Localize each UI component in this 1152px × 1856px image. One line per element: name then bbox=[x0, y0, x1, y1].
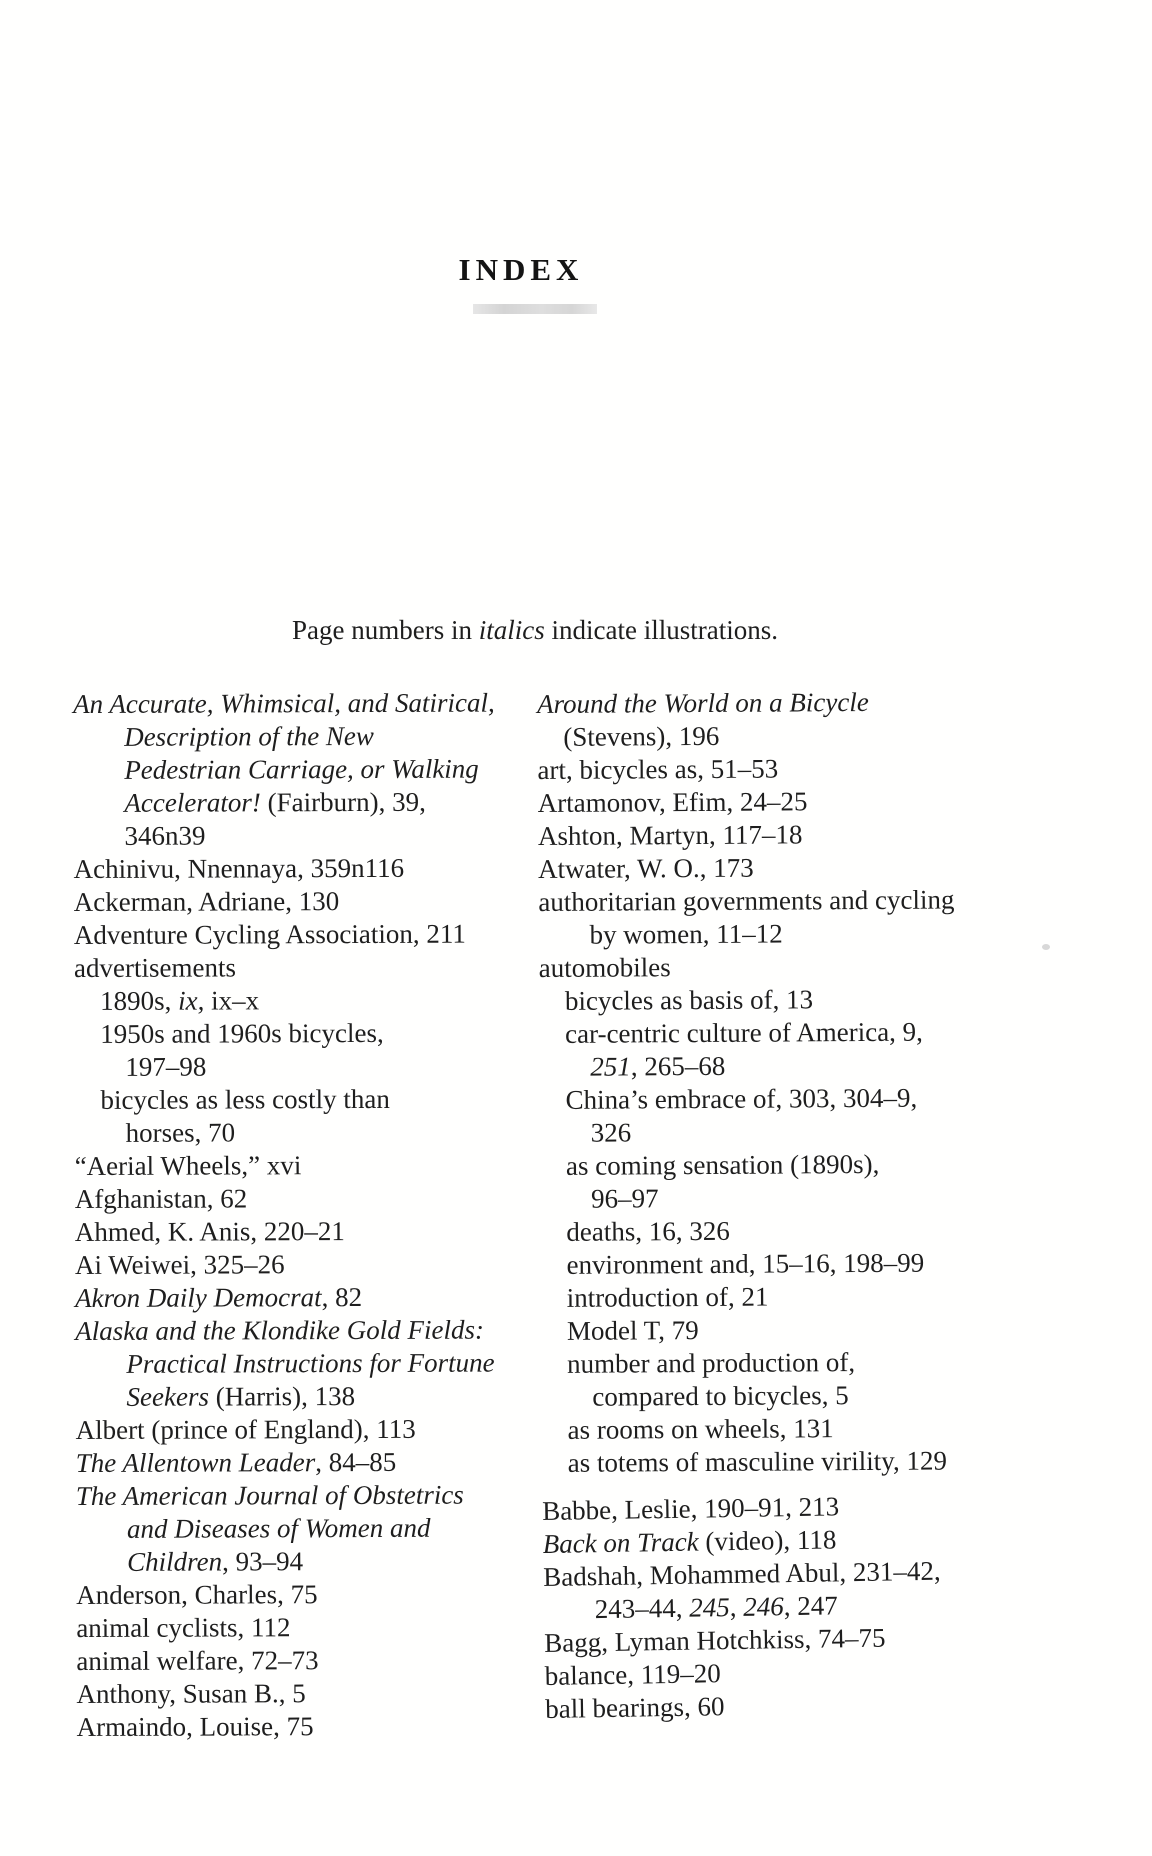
page-title: INDEX bbox=[458, 252, 584, 287]
index-entry-line bbox=[76, 1643, 562, 1678]
text-run: 96–97 bbox=[591, 1183, 659, 1214]
index-group-a-left bbox=[73, 686, 563, 1744]
index-entry-line bbox=[75, 1214, 561, 1249]
italic-text-run: Description of the New bbox=[124, 720, 374, 752]
index-entry-line bbox=[538, 816, 1118, 853]
text-run: 197–98 bbox=[125, 1051, 207, 1082]
text-run: Artamonov, Efim, 24–25 bbox=[537, 786, 808, 818]
index-group-b bbox=[542, 1486, 1126, 1726]
text-run: China’s embrace of, 303, 304–9, bbox=[565, 1082, 918, 1115]
index-entry-line bbox=[75, 1280, 561, 1315]
text-run: 243–44, bbox=[594, 1592, 690, 1625]
index-entry-line bbox=[537, 717, 1117, 754]
index-entry-line bbox=[76, 1445, 562, 1480]
text-run: Afghanistan, 62 bbox=[74, 1183, 248, 1214]
italic-text-run: The Allentown Leader bbox=[75, 1447, 316, 1478]
index-entry-line bbox=[73, 719, 559, 754]
italics-note bbox=[0, 615, 1070, 646]
text-run: as rooms on wheels, 131 bbox=[567, 1413, 834, 1445]
text-run: indicate illustrations. bbox=[544, 615, 778, 645]
italic-text-run: Pedestrian Carriage, or Walking bbox=[124, 753, 479, 785]
text-run: Ai Weiwei, 325–26 bbox=[74, 1249, 285, 1280]
text-run: “Aerial Wheels,” xvi bbox=[74, 1150, 302, 1181]
text-run: as coming sensation (1890s), bbox=[565, 1148, 880, 1181]
italic-text-run: Children bbox=[126, 1546, 223, 1577]
text-run: 346n39 bbox=[124, 820, 206, 851]
italic-text-run: Practical Instructions for Fortune bbox=[126, 1347, 495, 1379]
index-entry-line bbox=[75, 1148, 561, 1183]
index-entry-line bbox=[77, 1709, 563, 1744]
index-entry-line bbox=[74, 917, 560, 952]
index-entry-line bbox=[538, 849, 1118, 886]
text-run: (Harris), 138 bbox=[208, 1381, 356, 1412]
text-run: deaths, 16, 326 bbox=[566, 1215, 730, 1247]
italic-text-run: 245 bbox=[688, 1592, 730, 1623]
index-entry-line bbox=[76, 1676, 562, 1711]
index-entry-line bbox=[540, 1146, 1120, 1183]
text-run: advertisements bbox=[73, 952, 236, 983]
index-entry-line bbox=[541, 1410, 1121, 1447]
index-entry-line bbox=[539, 1014, 1119, 1051]
index-entry-line bbox=[76, 1511, 562, 1546]
index-entry-line bbox=[75, 1313, 561, 1348]
index-entry-line bbox=[74, 851, 560, 886]
text-run: , 93–94 bbox=[222, 1546, 304, 1577]
text-run: Armaindo, Louise, 75 bbox=[76, 1711, 314, 1742]
index-entry-line bbox=[538, 915, 1118, 952]
text-run: ix–x bbox=[204, 985, 260, 1016]
text-run: Ackerman, Adriane, 130 bbox=[73, 886, 340, 917]
text-run: bicycles as less costly than bbox=[100, 1083, 390, 1115]
text-run: , 84–85 bbox=[315, 1446, 397, 1478]
index-entry-line bbox=[540, 1179, 1120, 1216]
text-run: Adventure Cycling Association, 211 bbox=[73, 918, 466, 950]
index-entry-line bbox=[539, 1080, 1119, 1117]
text-run: 1950s and 1960s bicycles, bbox=[100, 1017, 384, 1049]
ornament-divider bbox=[473, 304, 597, 314]
index-entry-line bbox=[75, 1379, 561, 1414]
italic-text-run: Back on Track bbox=[542, 1526, 699, 1559]
italic-text-run: Seekers bbox=[126, 1381, 209, 1412]
text-run: Anthony, Susan B., 5 bbox=[76, 1678, 306, 1709]
index-entry-line bbox=[76, 1544, 562, 1579]
italic-text-run: 251 bbox=[590, 1051, 631, 1082]
text-run: Babbe, Leslie, 190–91, 213 bbox=[541, 1491, 840, 1526]
index-entry-line bbox=[73, 686, 559, 721]
text-run: , bbox=[729, 1591, 744, 1623]
text-run: animal welfare, 72–73 bbox=[76, 1645, 319, 1676]
index-entry-line bbox=[76, 1478, 562, 1513]
index-column-left bbox=[73, 686, 563, 1744]
index-entry-line bbox=[76, 1412, 562, 1447]
text-run: bicycles as basis of, 13 bbox=[564, 984, 814, 1016]
index-entry-line bbox=[75, 1346, 561, 1381]
index-entry-line bbox=[539, 981, 1119, 1018]
italic-text-run: Akron Daily Democrat bbox=[75, 1282, 322, 1313]
text-run: as totems of masculine virility, 129 bbox=[567, 1445, 948, 1478]
index-entry-line bbox=[542, 1443, 1122, 1480]
text-run: Anderson, Charles, 75 bbox=[76, 1579, 318, 1610]
index-entry-line bbox=[75, 1247, 561, 1282]
index-entry-line bbox=[541, 1278, 1121, 1315]
italic-text-run: An Accurate, Whimsical, and Satirical, bbox=[73, 687, 495, 719]
text-run: environment and, 15–16, 198–99 bbox=[566, 1247, 925, 1280]
text-run: art, bicycles as, 51–53 bbox=[537, 753, 779, 785]
italic-text-run: ix, bbox=[178, 985, 205, 1016]
index-entry-line bbox=[541, 1377, 1121, 1414]
text-run: 326 bbox=[590, 1117, 632, 1148]
index-entry-line bbox=[541, 1311, 1121, 1348]
text-run: Bagg, Lyman Hotchkiss, 74–75 bbox=[544, 1622, 886, 1658]
text-run: , 265–68 bbox=[630, 1050, 726, 1082]
italic-text-run: italics bbox=[478, 615, 545, 645]
index-entry-line bbox=[74, 1049, 560, 1084]
index-entry-line bbox=[540, 1245, 1120, 1282]
text-run: Achinivu, Nnennaya, 359n116 bbox=[73, 852, 405, 884]
index-entry-line bbox=[76, 1577, 562, 1612]
text-run: ball bearings, 60 bbox=[545, 1691, 725, 1724]
index-entry-line bbox=[538, 783, 1118, 820]
italic-text-run: Around the World on a Bicycle bbox=[537, 686, 869, 719]
index-entry-line bbox=[539, 1047, 1119, 1084]
text-run: (Stevens), 196 bbox=[563, 720, 720, 752]
index-entry-line bbox=[539, 948, 1119, 985]
index-entry-line bbox=[538, 882, 1118, 919]
index-entry-line bbox=[540, 1212, 1120, 1249]
text-run: animal cyclists, 112 bbox=[76, 1612, 291, 1643]
text-run: car-centric culture of America, 9, bbox=[565, 1016, 923, 1049]
text-run: by women, 11–12 bbox=[589, 918, 783, 950]
text-run: Ahmed, K. Anis, 220–21 bbox=[74, 1216, 345, 1247]
index-entry-line bbox=[74, 950, 560, 985]
index-entry-line bbox=[74, 983, 560, 1018]
index-column-right bbox=[537, 684, 1123, 1726]
index-entry-line bbox=[73, 818, 559, 853]
text-run: Ashton, Martyn, 117–18 bbox=[537, 819, 803, 851]
index-group-a-right bbox=[537, 684, 1122, 1480]
text-run: Albert (prince of England), 113 bbox=[75, 1413, 416, 1445]
text-run: Page numbers in bbox=[292, 615, 479, 645]
italic-text-run: Alaska and the Klondike Gold Fields: bbox=[75, 1314, 484, 1346]
italic-text-run: Accelerator! bbox=[124, 787, 261, 818]
text-run: Atwater, W. O., 173 bbox=[538, 852, 754, 884]
text-run: , 82 bbox=[321, 1281, 363, 1313]
text-run: Badshah, Mohammed Abul, 231–42, bbox=[542, 1555, 941, 1592]
index-entry-line bbox=[74, 1115, 560, 1150]
italic-text-run: and Diseases of Women and bbox=[126, 1512, 431, 1544]
index-entry-line bbox=[73, 785, 559, 820]
index-entry-line bbox=[74, 1016, 560, 1051]
text-run: authoritarian governments and cycling bbox=[538, 884, 955, 917]
text-run: automobiles bbox=[538, 952, 671, 983]
italic-text-run: The American Journal of Obstetrics bbox=[75, 1479, 464, 1511]
text-run: introduction of, 21 bbox=[566, 1281, 769, 1313]
index-entry-line bbox=[75, 1181, 561, 1216]
text-run: horses, 70 bbox=[125, 1117, 236, 1148]
text-run: 1890s, bbox=[100, 985, 179, 1016]
index-entry-line bbox=[537, 684, 1117, 721]
text-run: (video), 118 bbox=[698, 1524, 837, 1557]
index-entry-line bbox=[74, 1082, 560, 1117]
text-run: number and production of, bbox=[567, 1347, 856, 1379]
index-entry-line bbox=[74, 884, 560, 919]
index-entry-line bbox=[73, 752, 559, 787]
italic-text-run: 246 bbox=[742, 1591, 784, 1622]
index-entry-line bbox=[540, 1113, 1120, 1150]
index-entry-line bbox=[541, 1344, 1121, 1381]
scan-artifact-speck bbox=[1042, 944, 1050, 950]
text-run: compared to bicycles, 5 bbox=[592, 1380, 849, 1412]
index-entry-line bbox=[76, 1610, 562, 1645]
index-entry-line bbox=[537, 750, 1117, 787]
text-run: , 247 bbox=[783, 1590, 838, 1622]
text-run: Model T, 79 bbox=[566, 1315, 699, 1346]
text-run: balance, 119–20 bbox=[544, 1658, 721, 1691]
text-run: (Fairburn), 39, bbox=[260, 786, 426, 818]
